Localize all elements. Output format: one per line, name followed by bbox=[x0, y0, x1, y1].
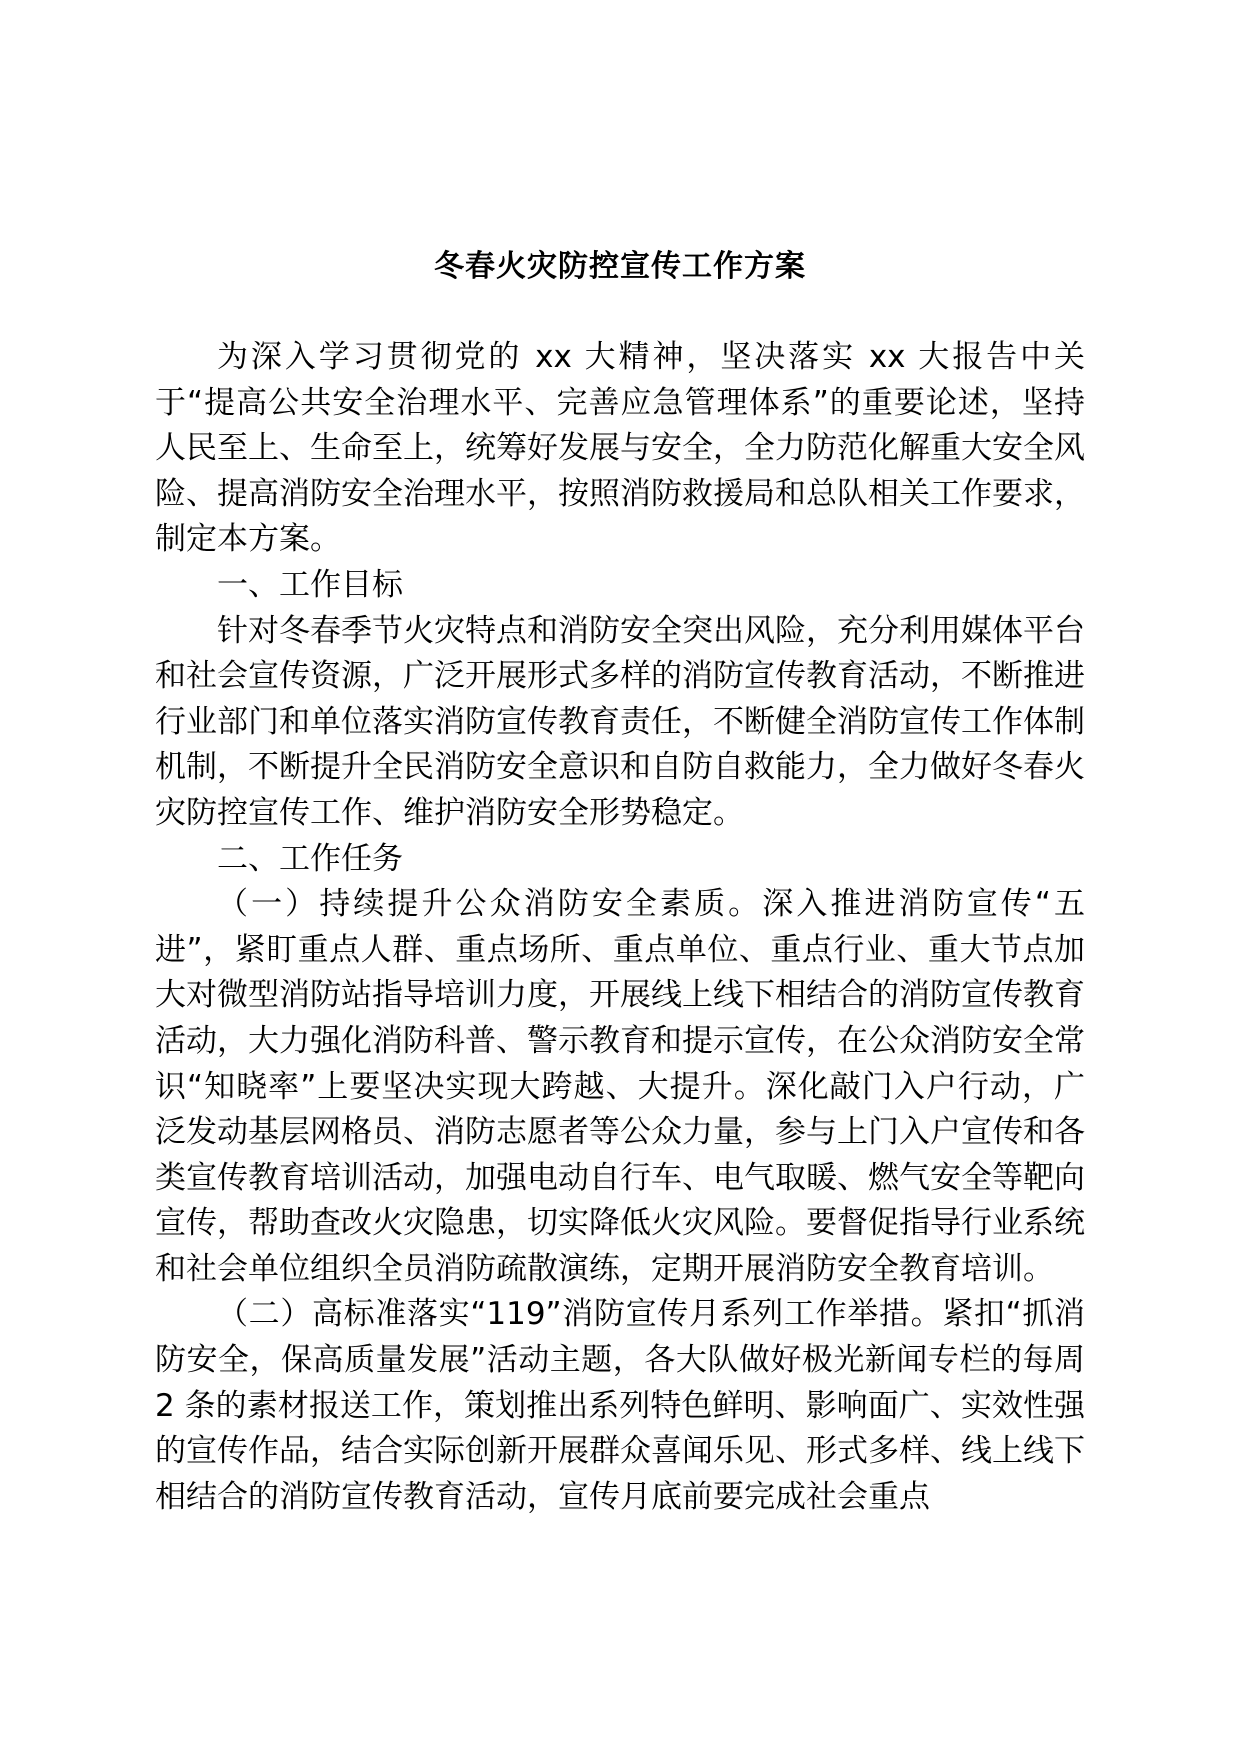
intro-paragraph: 为深入学习贯彻党的 xx 大精神，坚决落实 xx 大报告中关于“提高公共安全治理水平、完善应急管理体系”的重要论述，坚持人民至上、生命至上，统筹好发展与安全，全力防范化解重大安全风险、提高消防安全治理水平，按照消防救援局和总队相关工作要求，制定本方案。 bbox=[155, 339, 1085, 558]
goals-paragraph: 针对冬春季节火灾特点和消防安全突出风险，充分利用媒体平台和社会宣传资源，广泛开展形式多样的消防宣传教育活动，不断推进行业部门和单位落实消防宣传教育责任，不断健全消防宣传工作体制机制，不断提升全民消防安全意识和自防自救能力，全力做好冬春火灾防控宣传工作、维护消防安全形势稳定。 bbox=[155, 612, 1085, 831]
section-heading-goals: 一、工作目标 bbox=[217, 566, 403, 603]
document-body bbox=[155, 335, 1085, 1520]
task-one-paragraph: （一）持续提升公众消防安全素质。深入推进消防宣传“五进”，紧盯重点人群、重点场所、重点单位、重点行业、重大节点加大对微型消防站指导培训力度，开展线上线下相结合的消防宣传教育活动，大力强化消防科普、警示教育和提示宣传，在公众消防安全常识“知晓率”上要坚决实现大跨越、大提升。深化敲门入户行动，广泛发动基层网格员、消防志愿者等公众力量，参与上门入户宣传和各类宣传教育培训活动，加强电动自行车、电气取暖、燃气安全等靶向宣传，帮助查改火灾隐患，切实降低火灾风险。要督促指导行业系统和社会单位组织全员消防疏散演练，定期开展消防安全教育培训。 bbox=[155, 886, 1085, 1287]
document-title: 冬春火灾防控宣传工作方案 bbox=[434, 249, 806, 284]
task-two-paragraph: （二）高标准落实“119”消防宣传月系列工作举措。紧扣“抓消防安全，保高质量发展”活动主题，各大队做好极光新闻专栏的每周 2 条的素材报送工作，策划推出系列特色鲜明、影响面广、实效性强的宣传作品，结合实际创新开展群众喜闻乐见、形式多样、线上线下相结合的消防宣传教育活动，宣传月底前要完成社会重点 bbox=[155, 1296, 1085, 1515]
section-heading-tasks: 二、工作任务 bbox=[217, 840, 403, 877]
